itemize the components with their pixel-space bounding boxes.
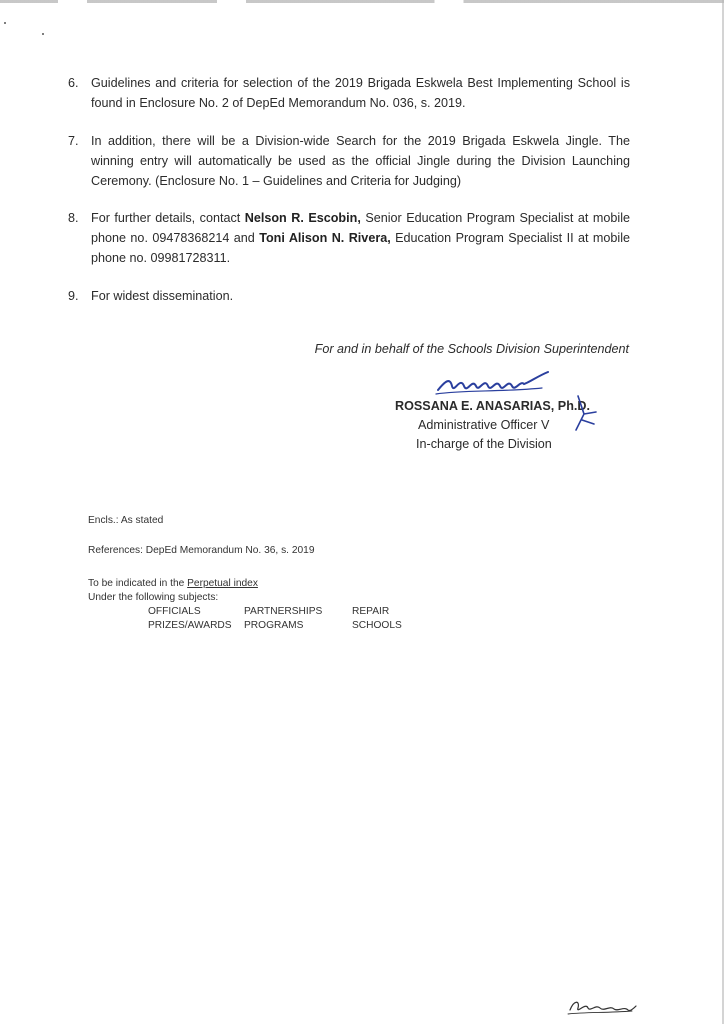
- initial-mark: [572, 394, 598, 434]
- signatory-name: ROSSANA E. ANASARIAS, Ph.D.: [395, 399, 590, 413]
- subjects-intro: Under the following subjects:: [88, 592, 219, 603]
- subject-item: SCHOOLS: [352, 620, 402, 631]
- handwritten-initials: [566, 996, 638, 1018]
- subjects-grid: [148, 606, 422, 631]
- signatory-title: Administrative Officer V: [418, 418, 550, 432]
- item-text-part: Education Program Specialist II at mobile phone no. 09981728311.: [91, 231, 630, 265]
- subject-item: PRIZES/AWARDS: [148, 620, 232, 631]
- list-item-6: [70, 73, 630, 113]
- scan-edge-top: [0, 0, 724, 3]
- contact-name-escobin: Nelson R. Escobin,: [244, 211, 361, 225]
- list-item-9: [70, 286, 630, 306]
- item-number: 7.: [68, 134, 79, 148]
- item-text: Guidelines and criteria for selection of the 2019 Brigada Eskwela Best Implementing School is found in Enclosure No. 2 of DepEd Memorandum No. 036, s. 2019.: [91, 76, 630, 110]
- subject-item: REPAIR: [352, 606, 390, 617]
- item-number: 8.: [68, 211, 79, 225]
- handwritten-signature: [432, 368, 562, 402]
- item-number: 9.: [68, 289, 79, 303]
- item-text-part: Senior Education Program Specialist at mobile phone no. 09478368214 and: [91, 211, 630, 245]
- item-text: [91, 208, 630, 268]
- perpetual-index-line: [88, 577, 258, 590]
- list-item-7: [70, 131, 630, 191]
- subject-item: PARTNERSHIPS: [244, 606, 323, 617]
- scan-speck: [42, 33, 44, 35]
- enclosures-line: Encls.: As stated: [88, 515, 164, 526]
- signature-for-line: For and in behalf of the Schools Division Superintendent: [314, 342, 629, 356]
- item-text: In addition, there will be a Division-wide Search for the 2019 Brigada Eskwela Jingle. The winning entry will automatically be used as the official Jingle during the Division Launching Ceremony. (Enclosure No. 1 – Guidelines and Criteria for Judging): [91, 134, 630, 188]
- contact-name-rivera: Toni Alison N. Rivera,: [259, 231, 391, 245]
- item-text-part: For further details, contact: [91, 211, 245, 225]
- scan-speck: [4, 22, 6, 24]
- signatory-title-2: In-charge of the Division: [416, 437, 552, 451]
- perpetual-index-label: Perpetual index: [187, 578, 258, 589]
- item-number: 6.: [68, 76, 79, 90]
- references-line: References: DepEd Memorandum No. 36, s. 2019: [88, 545, 315, 556]
- list-item-8: [70, 208, 630, 268]
- subject-item: OFFICIALS: [148, 606, 201, 617]
- index-prefix: To be indicated in the: [88, 578, 188, 589]
- item-text: For widest dissemination.: [91, 289, 234, 303]
- subject-item: PROGRAMS: [244, 620, 304, 631]
